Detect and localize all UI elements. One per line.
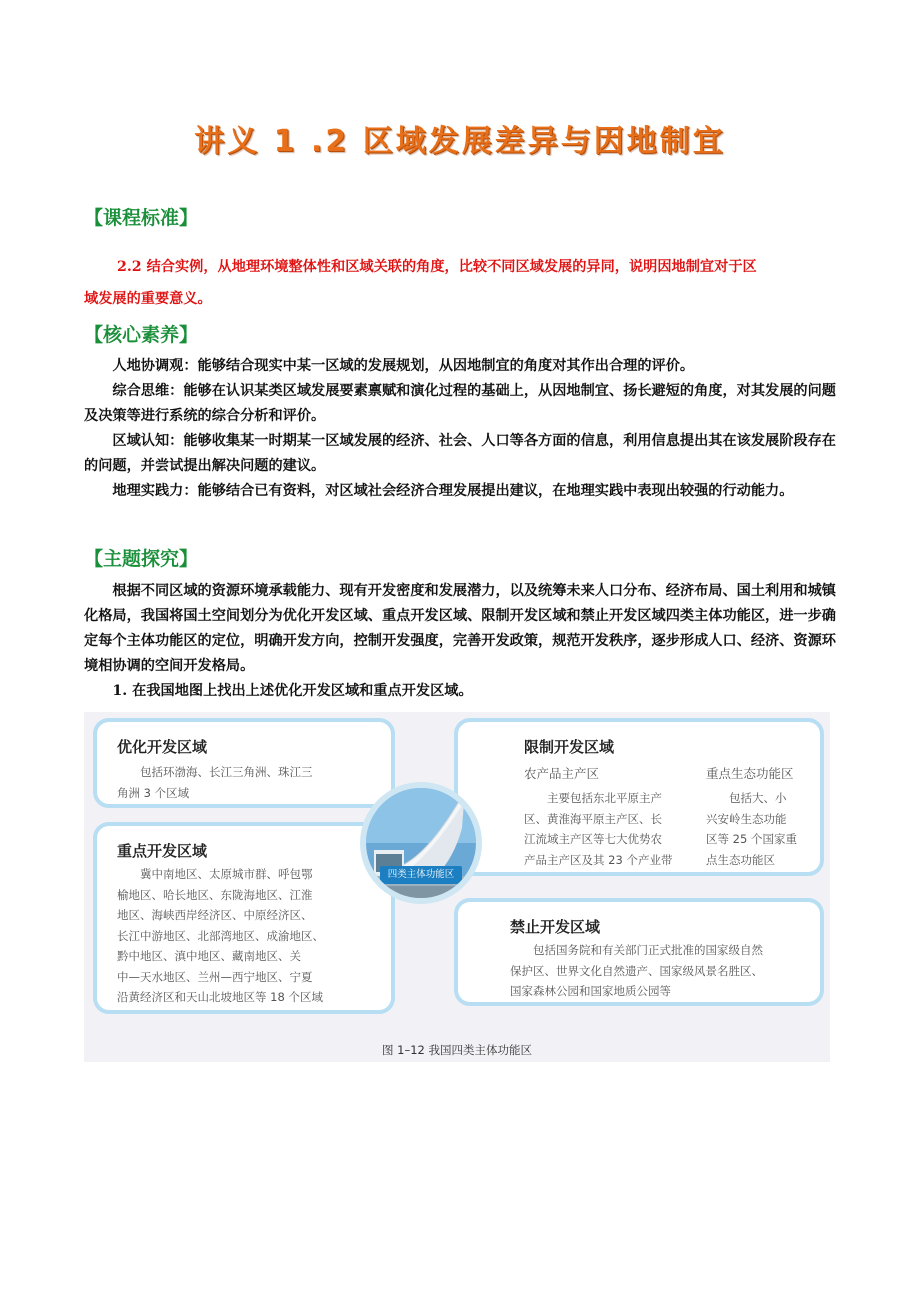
restrict-zone-box [454,718,824,876]
key-zone-text: 冀中南地区、太原城市群、呼包鄂 榆地区、哈长地区、东陇海地区、江淮 地区、海峡西岸经济区、中原经济区、 长江中游地区、北部湾地区、成渝地区、 黔中地区、滇中地区、藏南地区、关 中—天水地区、兰州—西宁地区、宁夏 沿黄经济区和天山北坡地区等 18 个区域 [117,867,324,1004]
literacy-paragraphs [84,354,844,504]
standard-line-2: 域发展的重要意义。 [84,291,212,307]
section-heading-standard: 【课程标准】 [84,207,199,229]
literacy-human-earth: 人地协调观：能够结合现实中某一区域的发展规划，从因地制宜的角度对其作出合理的评价。 [112,358,695,374]
explore-question-1: 1. 在我国地图上找出上述优化开发区域和重点开发区域。 [112,683,473,699]
key-zone-box [93,822,395,1014]
function-zone-figure [84,712,830,1062]
explore-intro: 根据不同区域的资源环境承载能力、现有开发密度和发展潜力，以及统筹未来人口分布、经济布局、国土利用和城镇化格局，我国将国土空间划分为优化开发区域、重点开发区域、限制开发区域和禁止开发区域四类主体功能区，进一步确定每个主体功能区的定位，明确开发方向，控制开发强度，完善开发政策，规范开发秩序，逐步形成人口、经济、资源环境相协调的空间开发格局。 [84,583,836,674]
page-title: 讲义 1 .2 区域发展差异与因地制宜 [194,124,726,159]
optimize-zone-text: 包括环渤海、长江三角洲、珠江三 角洲 3 个区域 [117,765,313,800]
center-label: 四类主体功能区 [380,866,462,884]
literacy-thinking: 综合思维：能够在认识某类区域发展要素禀赋和演化过程的基础上，从因地制宜、扬长避短的角度，对其发展的问题及决策等进行系统的综合分析和评价。 [84,383,836,424]
literacy-regional: 区域认知：能够收集某一时期某一区域发展的经济、社会、人口等各方面的信息，利用信息提出其在该发展阶段存在的问题，并尝试提出解决问题的建议。 [84,433,836,474]
figure-caption: 图 1–12 我国四类主体功能区 [381,1043,532,1057]
standard-line-1: 2.2 结合实例，从地理环境整体性和区域关联的角度，比较不同区域发展的异同，说明因地制宜对于区 [117,259,757,275]
restrict-zone-title: 限制开发区域 [524,738,615,756]
optimize-zone-box [93,718,395,808]
restrict-agriculture-text: 主要包括东北平原主产 区、黄淮海平原主产区、长 江流域主产区等七大优势农 产品主产区及其 23 个产业带 [524,791,673,867]
restrict-sub-ecology: 重点生态功能区 [706,766,794,781]
restrict-sub-agriculture: 农产品主产区 [524,766,600,781]
prohibit-zone-title: 禁止开发区域 [510,918,601,936]
explore-paragraphs [84,579,844,704]
section-heading-literacy: 【核心素养】 [84,324,199,346]
prohibit-zone-box [454,898,824,1006]
restrict-ecology-text: 包括大、小 兴安岭生态功能 区等 25 个国家重 点生态功能区 [706,791,797,867]
optimize-zone-title: 优化开发区域 [117,738,208,756]
key-zone-title: 重点开发区域 [117,842,208,860]
literacy-practice: 地理实践力：能够结合已有资料，对区域社会经济合理发展提出建议，在地理实践中表现出较强的行动能力。 [112,483,794,499]
standard-paragraph [84,255,844,312]
section-heading-explore: 【主题探究】 [84,548,199,570]
prohibit-zone-text: 包括国务院和有关部门正式批准的国家级自然 保护区、世界文化自然遗产、国家级风景名胜区、 国家森林公园和国家地质公园等 [510,943,763,998]
center-building-image [360,782,482,904]
